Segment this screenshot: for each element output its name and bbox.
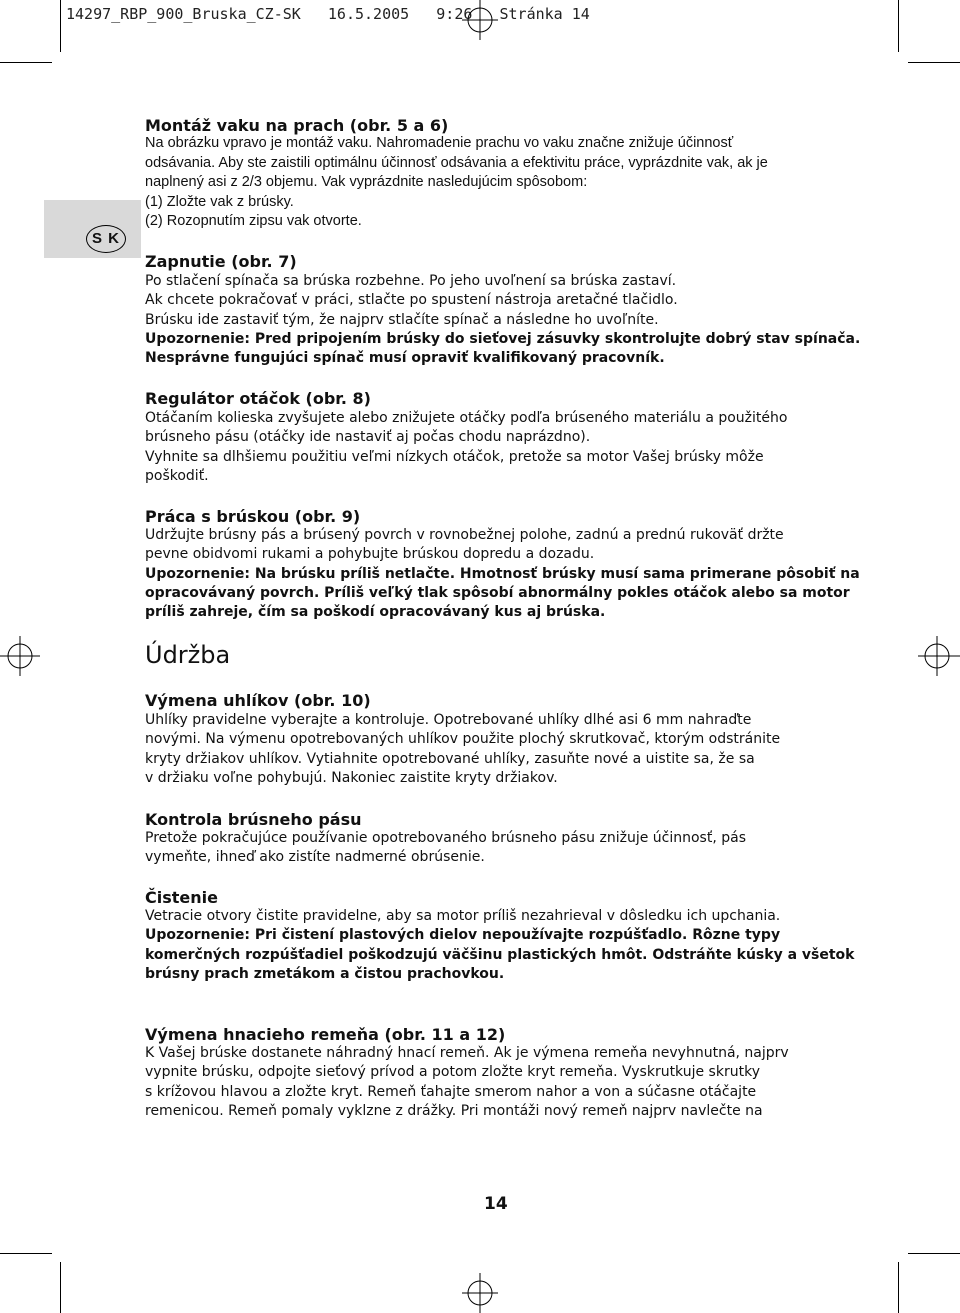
section-body [145,711,780,788]
text-line: poškodiť. [145,467,209,484]
text-line: Brúsku ide zastaviť tým, že najprv stlačíte spínač a následne ho uvoľníte. [145,311,659,328]
registration-mark-icon [460,0,500,40]
crop-mark [60,0,61,52]
warning-line: Upozornenie: Na brúsku príliš netlačte. Hmotnosť brúsky musí sama primerane pôsobiť na [145,565,860,582]
text-line: Ak chcete pokračovať v práci, stlačte po spustení nástroja aretačné tlačidlo. [145,292,678,309]
registration-mark-icon [918,636,960,676]
text-line: Otáčaním kolieska zvyšujete alebo znižujete otáčky podľa brúseného materiálu a použitého [145,410,788,426]
section-heading: Regulátor otáčok (obr. 8) [145,389,371,408]
crop-mark [898,1262,899,1313]
section-body [145,526,860,622]
text-line: odsávania. Aby ste zaistili optimálnu účinnosť odsávania a efektivitu práce, vyprázdnite vak, ak je [145,154,768,171]
section-heading: Montáž vaku na prach (obr. 5 a 6) [145,116,449,135]
text-line: Na obrázku vpravo je montáž vaku. Nahromadenie prachu vo vaku značne znižuje účinnosť [145,135,734,151]
language-badge [44,200,141,258]
text-line: remenicou. Remeň pomaly vyklzne z drážky. Pri montáži nový remeň najprv navlečte na [145,1102,763,1119]
warning-line: Upozornenie: Pred pripojením brúsky do sieťovej zásuvky skontrolujte dobrý stav spínača. [145,330,861,347]
warning-line: Nesprávne fungujúci spínač musí opraviť kvalifikovaný pracovník. [145,350,665,367]
section-body [145,272,860,368]
warning-line: komerčných rozpúšťadiel poškodzujú väčšinu plastických hmôt. Odstráňte kúsky a všetok [145,946,855,963]
text-line: s krížovou hlavou a zložte kryt. Remeň ťahajte smerom nahor a von a súčasne otáčajte [145,1083,757,1100]
language-code: S K [86,225,126,253]
text-line: (2) Rozopnutím zipsu vak otvorte. [145,213,362,229]
text-line: K Vašej brúske dostanete náhradný hnací remeň. Ak je výmena remeňa nevyhnutná, najprv [145,1045,789,1061]
warning-line: opracovávaný povrch. Príliš veľký tlak spôsobí abnormálny pokles otáčok alebo sa motor [145,584,850,601]
text-line: vypnite brúsku, odpojte sieťový prívod a potom zložte kryt remeňa. Vyskrutkuje skrutky [145,1064,760,1081]
text-line: (1) Zložte vak z brúsky. [145,193,294,210]
text-line: Vetracie otvory čistite pravidelne, aby sa motor príliš nezahrieval v dôsledku ich upchania. [145,908,781,924]
crop-mark [908,1253,960,1254]
text-line: Vyhnite sa dlhšiemu použitiu veľmi nízkych otáčok, pretože sa motor Vašej brúsky môže [145,448,764,465]
page-number: 14 [484,1194,508,1214]
text-line: Pretože pokračujúce používanie opotrebovaného brúsneho pásu znižuje účinnosť, pás [145,830,746,846]
chapter-heading: Údržba [145,641,231,669]
crop-mark [0,62,52,63]
section-body [145,907,854,984]
text-line: Uhlíky pravidelne vyberajte a kontroluje. Opotrebované uhlíky dlhé asi 6 mm nahraďte [145,712,752,728]
warning-line: príliš zahreje, čím sa poškodí opracovávaný kus aj brúska. [145,604,606,621]
crop-mark [898,0,899,52]
text-line: v držiaku voľne pohybujú. Nakoniec zaistite kryty držiakov. [145,769,558,786]
crop-mark [908,62,960,63]
section-heading: Čistenie [145,888,218,907]
text-line: Udržujte brúsny pás a brúsený povrch v rovnobežnej polohe, zadnú a prednú rukoväť držte [145,527,784,543]
section-body [145,829,746,868]
registration-mark-icon [460,1273,500,1313]
warning-line: Upozornenie: Pri čistení plastových dielov nepoužívajte rozpúšťadlo. Rôzne typy [145,927,781,944]
section-heading: Výmena uhlíkov (obr. 10) [145,691,371,710]
section-body [145,134,768,232]
text-line: novými. Na výmenu opotrebovaných uhlíkov použite plochý skrutkovač, ktorým odstránite [145,731,781,748]
text-line: pevne obidvomi rukami a pohybujte brúskou dopredu a dozadu. [145,546,595,563]
text-line: naplnený asi z 2/3 objemu. Vak vyprázdnite nasledujúcim spôsobom: [145,174,588,190]
crop-mark [60,1262,61,1313]
text-line: Po stlačení spínača sa brúska rozbehne. Po jeho uvoľnení sa brúska zastaví. [145,273,677,289]
warning-line: brúsny prach zmetákom a čistou prachovkou. [145,965,505,982]
registration-mark-icon [0,636,40,676]
crop-mark [0,1253,52,1254]
section-heading: Práca s brúskou (obr. 9) [145,507,361,526]
section-heading: Zapnutie (obr. 7) [145,252,297,271]
text-line: brúsneho pásu (otáčky ide nastaviť aj počas chodu naprázdno). [145,429,591,446]
section-body [145,1044,789,1121]
section-body [145,409,787,486]
text-line: kryty držiakov uhlíkov. Vytiahnite opotrebované uhlíky, zasuňte nové a uistite sa, že sa [145,750,755,767]
text-line: vymeňte, ihneď ako zistíte nadmerné obrúsenie. [145,849,485,866]
section-heading: Výmena hnacieho remeňa (obr. 11 a 12) [145,1025,506,1044]
print-slug: 14297_RBP_900_Bruska_CZ-SK 16.5.2005 9:26 Stránka 14 [66,5,590,23]
section-heading: Kontrola brúsneho pásu [145,810,362,829]
